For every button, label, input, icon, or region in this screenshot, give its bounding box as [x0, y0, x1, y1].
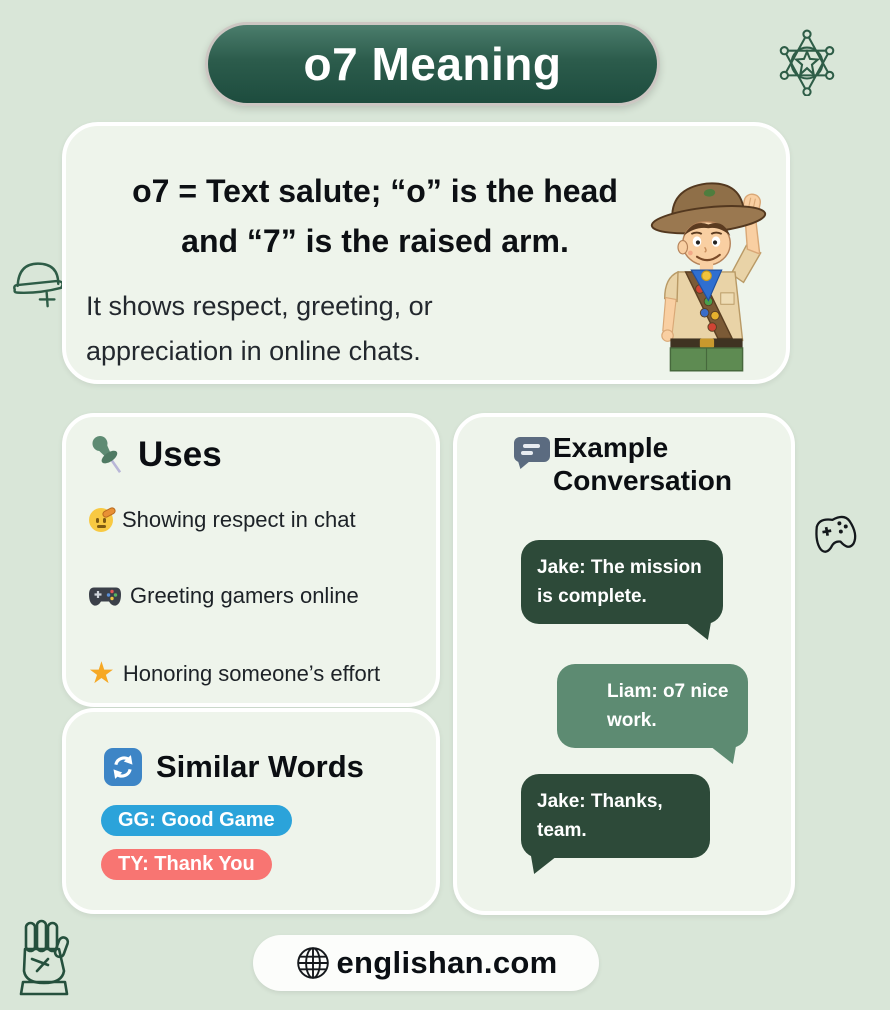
conversation-title-line1: Example — [553, 432, 669, 463]
game-controller-icon — [88, 585, 122, 608]
globe-icon — [295, 945, 331, 981]
helmet-icon — [8, 255, 66, 309]
uses-header — [88, 433, 222, 477]
refresh-icon — [104, 748, 142, 786]
use-item-respect — [88, 507, 356, 533]
definition-card — [62, 122, 790, 384]
uses-title: Uses — [138, 435, 222, 474]
use-item-label: Showing respect in chat — [122, 507, 356, 532]
similar-words-card — [62, 708, 440, 914]
similar-words-title: Similar Words — [156, 749, 364, 784]
saluting-face-icon — [88, 507, 114, 533]
definition-heading-line2: and “7” is the raised arm. — [181, 223, 569, 259]
page-title: o7 Meaning — [303, 38, 562, 90]
conversation-header — [514, 431, 732, 497]
definition-heading — [80, 166, 670, 266]
site-name: englishan.com — [336, 945, 558, 980]
title-banner — [205, 22, 660, 106]
definition-description-line1: It shows respect, greeting, or — [86, 291, 433, 321]
scout-boy-illustration — [640, 170, 792, 372]
chat-bubble-jake-1: Jake: The mission is complete. — [521, 540, 723, 624]
star-icon: ★ — [88, 657, 115, 690]
chat-bubble-liam: Liam: o7 nice work. — [557, 664, 748, 748]
use-item-honoring — [88, 659, 380, 689]
use-item-label: Greeting gamers online — [130, 583, 359, 608]
sheriff-badge-icon — [776, 28, 838, 96]
conversation-title — [553, 431, 732, 497]
definition-description — [86, 284, 566, 374]
speech-bubble-icon — [514, 437, 550, 462]
footer-site-pill — [253, 935, 599, 991]
similar-word-ty: TY: Thank You — [101, 849, 272, 880]
gamepad-doodle-icon — [810, 510, 862, 558]
uses-card — [62, 413, 440, 707]
salute-hand-icon — [15, 918, 73, 998]
definition-description-line2: appreciation in online chats. — [86, 336, 421, 366]
pushpin-icon — [88, 433, 128, 477]
definition-heading-line1: o7 = Text salute; “o” is the head — [132, 173, 618, 209]
conversation-title-line2: Conversation — [553, 465, 732, 496]
similar-words-header — [104, 748, 364, 786]
use-item-label: Honoring someone’s effort — [122, 661, 381, 686]
example-conversation-card — [453, 413, 795, 915]
chat-bubble-jake-2: Jake: Thanks, team. — [521, 774, 710, 858]
similar-word-gg: GG: Good Game — [101, 805, 292, 836]
use-item-gamers — [88, 583, 359, 609]
